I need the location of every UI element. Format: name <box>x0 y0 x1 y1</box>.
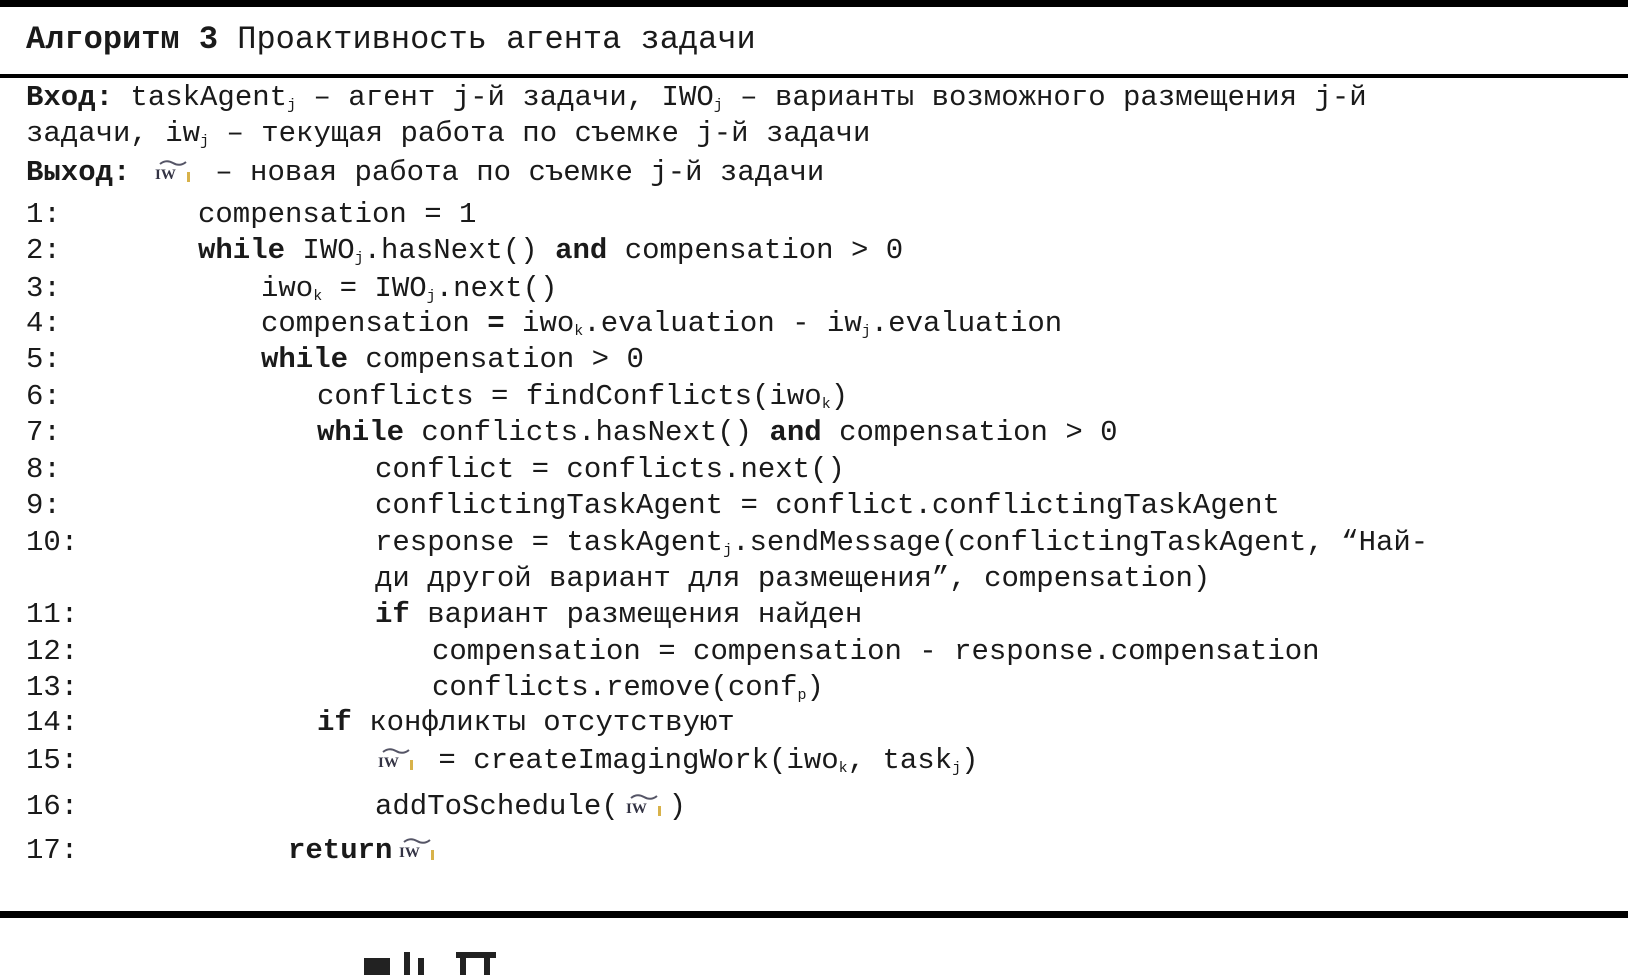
input-line-2 <box>26 115 1606 152</box>
input-text: задачи, iw <box>26 117 201 150</box>
input-text: – варианты возможного размещения j-й <box>722 81 1367 114</box>
input-line-1 <box>26 79 1606 116</box>
cropped-caption <box>360 948 560 975</box>
line-number: 8: <box>26 453 61 486</box>
step-3 <box>26 270 558 307</box>
iw-tilde-icon <box>623 792 665 818</box>
output-line <box>26 154 1606 191</box>
step-15 <box>26 742 979 779</box>
code-text: conflicts.remove(conf <box>432 671 798 704</box>
subscript: k <box>838 760 848 777</box>
line-number: 11: <box>26 598 79 631</box>
keyword-return: return <box>288 834 393 867</box>
line-number: 14: <box>26 706 79 739</box>
code-text: вариант размещения найден <box>409 598 863 631</box>
code-text: IWO <box>285 234 355 267</box>
step-7 <box>26 414 1118 451</box>
keyword-while: while <box>317 416 405 449</box>
keyword-while: while <box>261 343 349 376</box>
step-16 <box>26 788 687 825</box>
subscript: j <box>426 288 436 305</box>
algorithm-label: Алгоритм 3 <box>26 21 219 58</box>
code-text: compensation > 0 <box>821 416 1118 449</box>
code-text: ) <box>806 671 824 704</box>
step-14 <box>26 704 735 741</box>
keyword-and: and <box>555 234 608 267</box>
top-rule <box>0 0 1628 7</box>
input-label: Вход: <box>26 81 114 114</box>
step-2 <box>26 232 904 269</box>
subscript: k <box>821 396 831 413</box>
step-1 <box>26 196 477 233</box>
keyword-and: and <box>769 416 822 449</box>
cropped-caption-glyphs <box>360 948 560 975</box>
input-text: – агент j-й задачи, IWO <box>296 81 714 114</box>
step-11 <box>26 596 863 633</box>
subscript: j <box>200 133 210 150</box>
line-number: 5: <box>26 343 61 376</box>
code-text: conflictingTaskAgent = conflict.conflictingTaskAgent <box>375 489 1280 522</box>
header-rule <box>0 74 1628 78</box>
step-6 <box>26 378 849 415</box>
line-number: 1: <box>26 198 61 231</box>
line-number: 10: <box>26 526 79 559</box>
subscript: j <box>713 97 723 114</box>
line-number: 9: <box>26 489 61 522</box>
code-text: conflicts = findConflicts(iwo <box>317 380 822 413</box>
step-13 <box>26 669 824 706</box>
subscript: p <box>797 687 807 704</box>
step-17 <box>26 832 421 869</box>
output-label: Выход: <box>26 156 131 189</box>
code-text: , task <box>847 744 953 777</box>
keyword-if: if <box>375 598 410 631</box>
step-8 <box>26 451 845 488</box>
subscript: j <box>952 760 962 777</box>
code-text: compensation > 0 <box>348 343 644 376</box>
line-number: 17: <box>26 834 79 867</box>
code-text: ) <box>830 380 849 413</box>
line-number: 6: <box>26 380 61 413</box>
subscript: k <box>574 323 584 340</box>
svg-text:IW: IW <box>378 755 399 771</box>
code-text: compensation > 0 <box>607 234 904 267</box>
code-text: compensation <box>261 307 488 340</box>
operator-assign: = <box>487 307 505 340</box>
keyword-if: if <box>317 706 352 739</box>
step-9 <box>26 487 1280 524</box>
code-text: ) <box>961 744 979 777</box>
line-number: 7: <box>26 416 61 449</box>
iw-tilde-icon <box>152 158 194 184</box>
iw-tilde-icon <box>396 836 438 862</box>
keyword-while: while <box>198 234 286 267</box>
subscript: j <box>723 542 733 559</box>
code-text: = IWO <box>322 272 427 305</box>
step-4 <box>26 305 1063 342</box>
line-number: 16: <box>26 790 79 823</box>
code-text: .hasNext() <box>363 234 556 267</box>
line-number: 3: <box>26 272 61 305</box>
code-text: .next() <box>435 272 558 305</box>
algorithm-title <box>26 20 756 60</box>
input-text: taskAgent <box>130 81 288 114</box>
code-text: .evaluation - iw <box>583 307 862 340</box>
line-number: 4: <box>26 307 61 340</box>
code-text: iwo <box>261 272 314 305</box>
code-text: addToSchedule( <box>375 790 619 823</box>
code-text: ) <box>668 790 687 823</box>
line-number: 12: <box>26 635 79 668</box>
line-number: 15: <box>26 744 79 777</box>
code-text: response = taskAgent <box>375 526 724 559</box>
svg-text:IW: IW <box>625 801 647 817</box>
subscript: j <box>287 97 297 114</box>
subscript: j <box>354 250 364 267</box>
iw-tilde-icon <box>375 746 417 772</box>
code-text: conflicts.hasNext() <box>404 416 770 449</box>
output-text: – новая работа по съемке j-й задачи <box>197 156 825 189</box>
svg-text:IW: IW <box>154 167 176 183</box>
step-10 <box>26 524 1429 561</box>
code-text: .evaluation <box>870 307 1063 340</box>
step-12 <box>26 633 1320 670</box>
subscript: k <box>313 288 323 305</box>
code-text: iwo <box>504 307 575 340</box>
code-text: конфликты отсутствуют <box>351 706 735 739</box>
code-text: = createImagingWork(iwo <box>421 744 839 777</box>
algorithm-name: Проактивность агента задачи <box>237 21 756 58</box>
svg-text:IW: IW <box>399 845 421 861</box>
code-text: compensation = compensation - response.compensation <box>432 635 1320 668</box>
bottom-rule <box>0 911 1628 918</box>
code-text: .sendMessage(conflictingTaskAgent, “Най- <box>732 526 1429 559</box>
line-number: 13: <box>26 671 79 704</box>
line-number: 2: <box>26 234 61 267</box>
subscript: j <box>861 323 871 340</box>
code-text: ди другой вариант для размещения”, compensation) <box>375 562 1211 595</box>
step-5 <box>26 341 644 378</box>
code-text: conflict = conflicts.next() <box>375 453 845 486</box>
input-text: – текущая работа по съемке j-й задачи <box>209 117 871 150</box>
code-text: compensation = 1 <box>198 198 477 231</box>
